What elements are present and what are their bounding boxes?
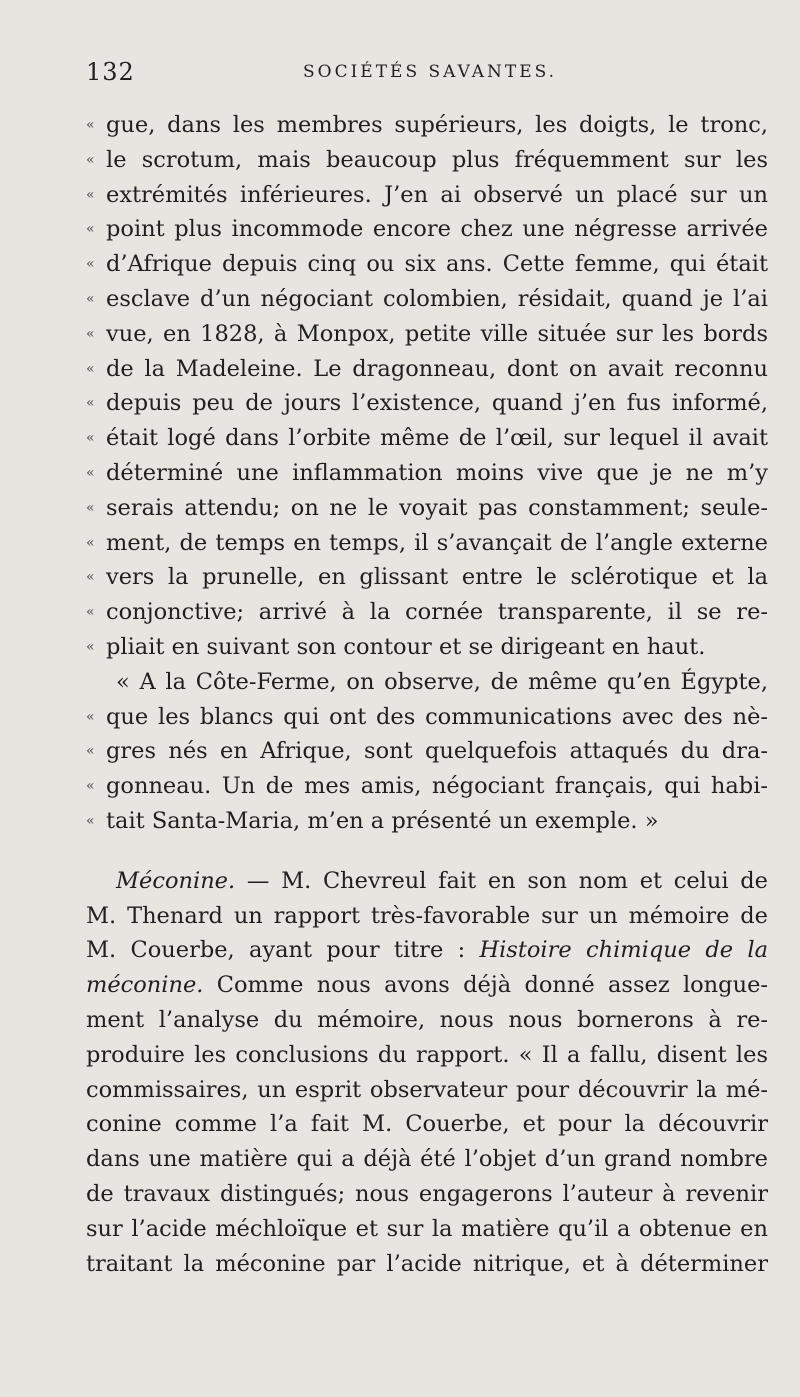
text-line: produire les conclusions du rapport. « Il a fallu, disent les [86, 1041, 768, 1068]
text-line: « le scrotum, mais beaucoup plus fréquemment sur les [86, 143, 768, 178]
paragraph-start: « A la Côte-Ferme, on observe, de même qu’en Égypte, [116, 668, 768, 695]
text-line: « gonneau. Un de mes amis, négociant français, qui habi- [86, 769, 768, 804]
quote-mark: « [86, 638, 95, 655]
text-line: M. Thenard un rapport très-favorable sur un mémoire de [86, 902, 768, 929]
text-line: « extrémités inférieures. J’en ai observé un placé sur un [86, 178, 768, 213]
text-line: « tait Santa-Maria, m’en a présenté un exemple. » [86, 804, 768, 839]
text-line: dans une matière qui a déjà été l’objet d’un grand nombre [86, 1146, 768, 1173]
page-header [0, 52, 800, 92]
text-line: ment l’analyse du mémoire, nous nous bornerons à re- [86, 1006, 768, 1033]
text-line: « vers la prunelle, en glissant entre le sclérotique et la [86, 560, 768, 595]
text-line: « conjonctive; arrivé à la cornée transparente, il se re- [86, 595, 768, 630]
text-body [86, 108, 768, 1281]
quote-mark: « [86, 360, 95, 377]
quote-mark: « [86, 778, 95, 795]
quote-mark: « [86, 395, 95, 412]
text-line: « point plus incommode encore chez une négresse arrivée [86, 212, 768, 247]
text-line: M. Couerbe, ayant pour titre : Histoire chimique de la [86, 937, 768, 964]
text-line: conine comme l’a fait M. Couerbe, et pour la découvrir [86, 1111, 768, 1138]
text-line: « déterminé une inflammation moins vive que je ne m’y [86, 456, 768, 491]
quote-mark: « [86, 430, 95, 447]
memoir-title: Histoire chimique de la [479, 937, 768, 964]
text-line: méconine. Comme nous avons déjà donné assez longue- [86, 972, 768, 999]
quote-mark: « [86, 117, 95, 133]
quote-mark: « [86, 186, 95, 203]
page-number: 132 [86, 58, 135, 86]
quote-mark: « [86, 569, 95, 586]
quote-mark: « [86, 812, 95, 829]
text-line: « de la Madeleine. Le dragonneau, dont on avait reconnu [86, 352, 768, 387]
running-title: SOCIÉTÉS SAVANTES. [303, 62, 558, 82]
text-line: « que les blancs qui ont des communications avec des nè- [86, 700, 768, 735]
quote-mark: « [86, 604, 95, 621]
text-line: « était logé dans l’orbite même de l’œil, sur lequel il avait [86, 421, 768, 456]
text-line: « gue, dans les membres supérieurs, les doigts, le tronc, [86, 108, 768, 143]
quote-mark: « [86, 464, 95, 481]
quote-mark: « [86, 499, 95, 516]
text-line: « esclave d’un négociant colombien, résidait, quand je l’ai [86, 282, 768, 317]
quote-mark: « [86, 151, 95, 168]
text-line: « ment, de temps en temps, il s’avançait de l’angle externe [86, 526, 768, 561]
text-line: « pliait en suivant son contour et se dirigeant en haut. [86, 630, 768, 665]
quote-mark: « [86, 256, 95, 273]
text-line: « vue, en 1828, à Monpox, petite ville située sur les bords [86, 317, 768, 352]
text-line: traitant la méconine par l’acide nitrique, et à déterminer [86, 1250, 768, 1277]
quote-mark: « [86, 290, 95, 307]
memoir-title-end: méconine. [86, 972, 204, 999]
quote-mark: « [86, 325, 95, 342]
text-line: de travaux distingués; nous engagerons l’auteur à revenir [86, 1180, 768, 1207]
quote-mark: « [86, 221, 95, 238]
quote-mark: « [86, 708, 95, 725]
text-line: sur l’acide méchloïque et sur la matière qu’il a obtenue en [86, 1215, 768, 1242]
text-line: commissaires, un esprit observateur pour découvrir la mé- [86, 1076, 768, 1103]
text-line: « gres nés en Afrique, sont quelquefois attaqués du dra- [86, 734, 768, 769]
quote-mark: « [86, 534, 95, 551]
quote-mark: « [86, 743, 95, 760]
text-line: « depuis peu de jours l’existence, quand j’en fus informé, [86, 386, 768, 421]
paragraph-start: Méconine. — M. Chevreul fait en son nom et celui de [116, 867, 768, 894]
text-line: « serais attendu; on ne le voyait pas constamment; seule- [86, 491, 768, 526]
text-line: « d’Afrique depuis cinq ou six ans. Cette femme, qui était [86, 247, 768, 282]
section-title: Méconine. [116, 867, 236, 894]
